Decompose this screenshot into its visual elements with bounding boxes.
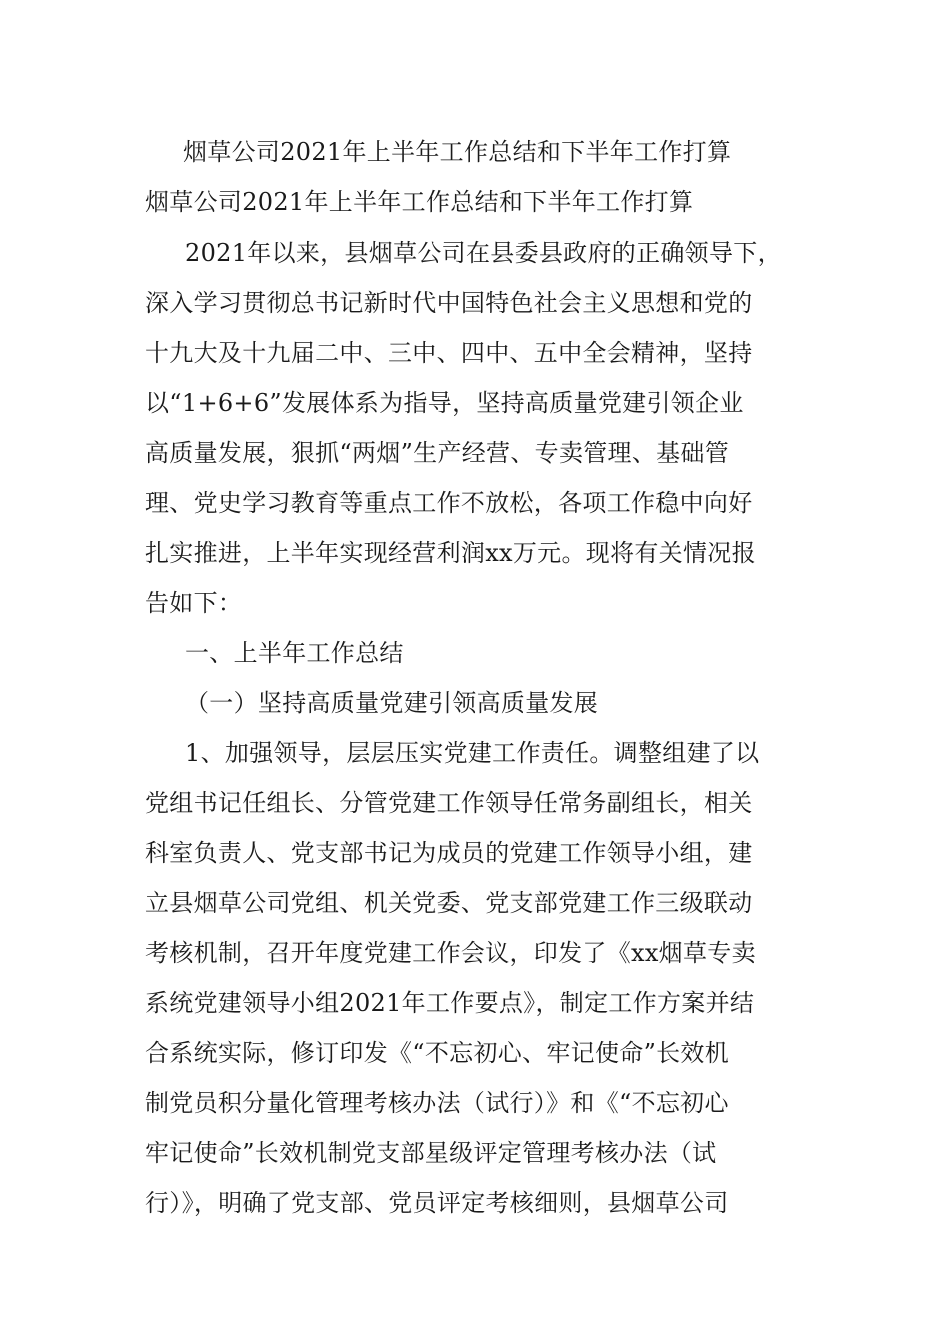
- document-title: 烟草公司2021年上半年工作总结和下半年工作打算: [183, 138, 732, 166]
- paragraph-line: 牢记使命”长效机制党支部星级评定管理考核办法（试: [145, 1139, 717, 1167]
- paragraph-line: 以“1+6+6”发展体系为指导，坚持高质量党建引领企业: [145, 389, 744, 417]
- paragraph-line: 系统党建领导小组2021年工作要点》，制定工作方案并结: [145, 989, 755, 1017]
- paragraph-line: 理、党史学习教育等重点工作不放松，各项工作稳中向好: [145, 489, 753, 517]
- paragraph-line: 党组书记任组长、分管党建工作领导任常务副组长，相关: [145, 789, 753, 817]
- document-subtitle: 烟草公司2021年上半年工作总结和下半年工作打算: [145, 188, 694, 216]
- paragraph-line: 高质量发展，狠抓“两烟”生产经营、专卖管理、基础管: [145, 439, 730, 467]
- paragraph-line: 科室负责人、党支部书记为成员的党建工作领导小组，建: [145, 839, 753, 867]
- paragraph-line: 制党员积分量化管理考核办法（试行）》和《“不忘初心: [145, 1089, 729, 1117]
- paragraph-line: 1、加强领导，层层压实党建工作责任。调整组建了以: [185, 739, 760, 767]
- paragraph-line: 考核机制，召开年度党建工作会议，印发了《xx烟草专卖: [145, 939, 756, 967]
- paragraph-line: 深入学习贯彻总书记新时代中国特色社会主义思想和党的: [145, 289, 753, 317]
- paragraph-line: 行）》，明确了党支部、党员评定考核细则，县烟草公司: [145, 1189, 729, 1217]
- section-heading: 一、上半年工作总结: [185, 639, 404, 667]
- paragraph-line: 告如下：: [145, 589, 243, 617]
- paragraph-line: 合系统实际，修订印发《“不忘初心、牢记使命”长效机: [145, 1039, 730, 1067]
- paragraph-line: 2021年以来，县烟草公司在县委县政府的正确领导下，: [185, 239, 782, 267]
- subsection-heading: （一）坚持高质量党建引领高质量发展: [185, 689, 599, 717]
- paragraph-line: 十九大及十九届二中、三中、四中、五中全会精神，坚持: [145, 339, 753, 367]
- paragraph-line: 扎实推进，上半年实现经营利润xx万元。现将有关情况报: [145, 539, 756, 567]
- paragraph-line: 立县烟草公司党组、机关党委、党支部党建工作三级联动: [145, 889, 753, 917]
